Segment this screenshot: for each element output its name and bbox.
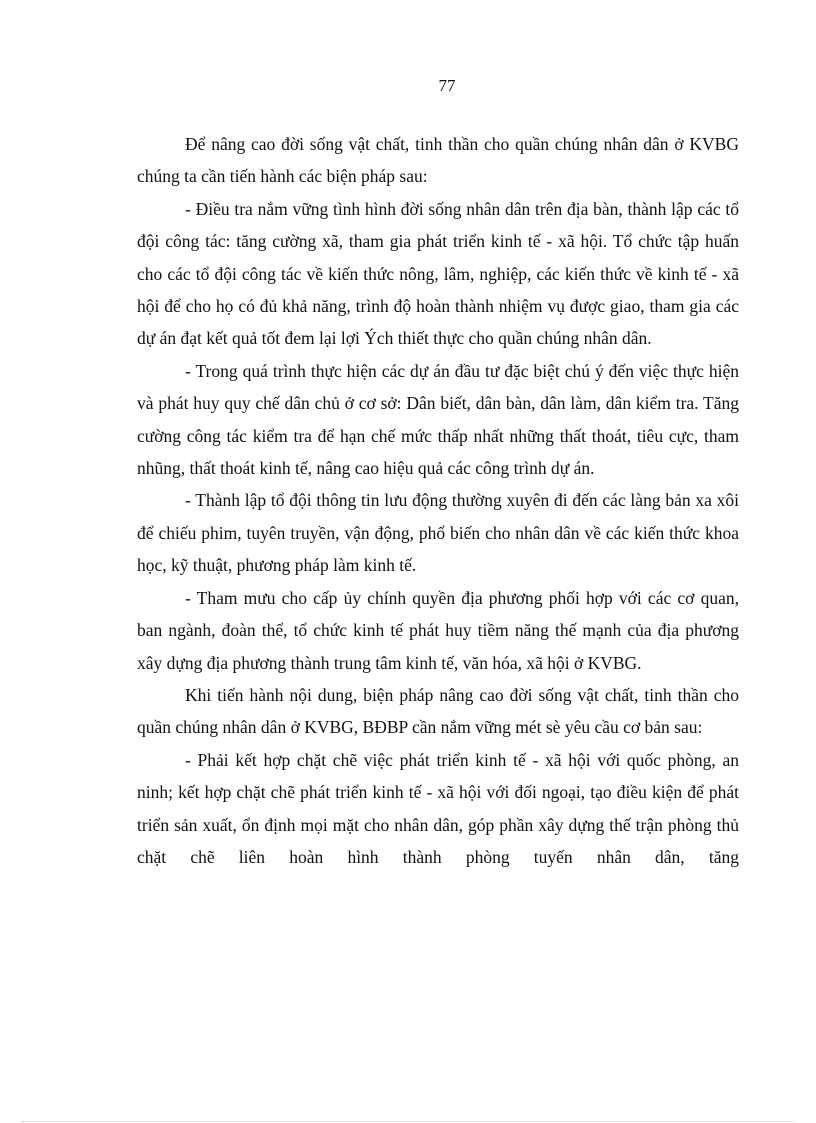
page-bottom-divider	[22, 1121, 794, 1122]
paragraph-advise-local: - Tham mưu cho cấp ủy chính quyền địa phương phối hợp với các cơ quan, ban ngành, đoàn thể, tổ chức kinh tế phát huy tiềm năng thế mạnh của địa phương xây dựng địa phương thành trung tâm kinh tế, văn hóa, xã hội ở KVBG.	[137, 587, 739, 673]
paragraph-survey-teams: - Điều tra nắm vững tình hình đời sống nhân dân trên địa bàn, thành lập các tổ đội công tác: tăng cường xã, tham gia phát triển kinh tế - xã hội. Tổ chức tập huấn cho các tổ đội công tác về kiến thức nông, lâm, nghiệp, các kiến thức về kinh tế - xã hội để cho họ có đủ khả năng, trình độ hoàn thành nhiệm vụ được giao, tham gia các dự án đạt kết quả tốt đem lại lợi Ých thiết thực cho quần chúng nhân dân.	[137, 198, 739, 349]
paragraph-requirements-intro: Khi tiến hành nội dung, biện pháp nâng cao đời sống vật chất, tinh thần cho quần chúng nhân dân ở KVBG, BĐBP cần nắm vững mét sè yêu cầu cơ bản sau:	[137, 684, 739, 738]
document-body	[137, 128, 739, 873]
page-number: 77	[438, 76, 456, 95]
paragraph-combine-defense: - Phải kết hợp chặt chẽ việc phát triển kinh tế - xã hội với quốc phòng, an ninh; kết hợp chặt chẽ phát triển kinh tế - xã hội với đối ngoại, tạo điều kiện để phát triển sản xuất, ổn định mọi mặt cho nhân dân, góp phần xây dựng thế trận phòng thủ chặt chẽ liên hoàn hình thành phòng tuyến nhân dân, tăng	[137, 749, 739, 867]
paragraph-mobile-info: - Thành lập tổ đội thông tin lưu động thường xuyên đi đến các làng bản xa xôi để chiếu phim, tuyên truyền, vận động, phổ biến cho nhân dân về các kiến thức khoa học, kỹ thuật, phương pháp làm kinh tế.	[137, 490, 739, 576]
paragraph-intro: Để nâng cao đời sống vật chất, tinh thần cho quần chúng nhân dân ở KVBG chúng ta cần tiến hành các biện pháp sau:	[137, 134, 739, 187]
paragraph-democracy: - Trong quá trình thực hiện các dự án đầu tư đặc biệt chú ý đến việc thực hiện và phát huy quy chế dân chủ ở cơ sở: Dân biết, dân bàn, dân làm, dân kiểm tra. Tăng cường công tác kiểm tra để hạn chế mức thấp nhất những thất thoát, tiêu cực, tham nhũng, thất thoát kinh tế, nâng cao hiệu quả các công trình dự án.	[137, 360, 739, 479]
